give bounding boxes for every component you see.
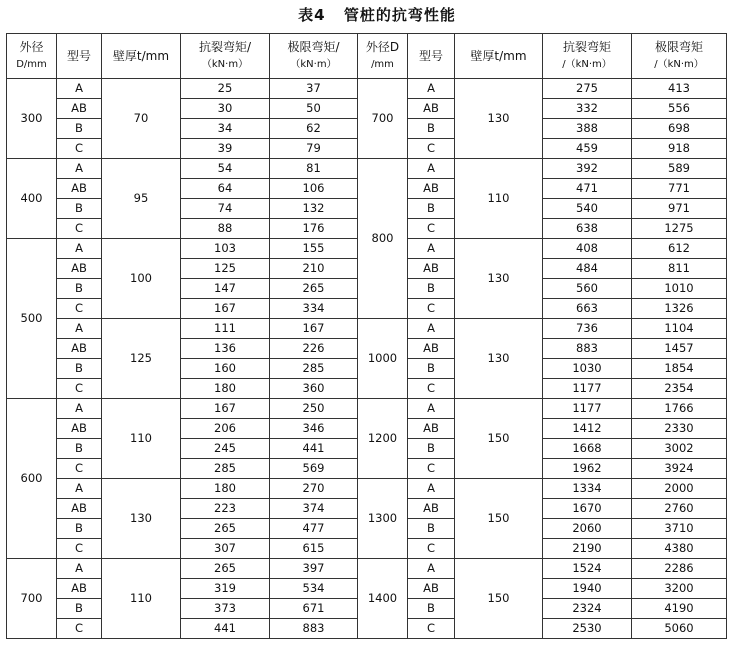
right-type-cell: B xyxy=(408,439,455,459)
left-wall-thickness-cell: 100 xyxy=(102,239,181,319)
left-outer-diameter-cell: 300 xyxy=(7,79,57,159)
right-outer-diameter-cell: 1400 xyxy=(358,559,408,639)
table-row xyxy=(7,399,727,419)
left-type-cell: A xyxy=(57,479,102,499)
right-crack-moment-cell: 332 xyxy=(543,99,632,119)
left-type-cell: B xyxy=(57,199,102,219)
left-crack-moment-cell: 167 xyxy=(181,399,270,419)
right-type-cell: AB xyxy=(408,499,455,519)
left-type-cell: B xyxy=(57,439,102,459)
table-row xyxy=(7,559,727,579)
header-ultimate-moment: 极限弯矩/ （kN·m） xyxy=(270,34,358,79)
left-crack-moment-cell: 285 xyxy=(181,459,270,479)
left-crack-moment-cell: 34 xyxy=(181,119,270,139)
right-outer-diameter-cell: 1300 xyxy=(358,479,408,559)
left-ultimate-moment-cell: 250 xyxy=(270,399,358,419)
left-wall-thickness-cell: 110 xyxy=(102,399,181,479)
right-outer-diameter-cell: 1200 xyxy=(358,399,408,479)
left-wall-thickness-cell: 125 xyxy=(102,319,181,399)
right-ultimate-moment-cell: 4190 xyxy=(632,599,727,619)
right-ultimate-moment-cell: 698 xyxy=(632,119,727,139)
right-outer-diameter-cell: 800 xyxy=(358,159,408,319)
left-type-cell: B xyxy=(57,119,102,139)
right-type-cell: C xyxy=(408,219,455,239)
right-type-cell: C xyxy=(408,139,455,159)
right-ultimate-moment-cell: 3924 xyxy=(632,459,727,479)
left-crack-moment-cell: 223 xyxy=(181,499,270,519)
left-crack-moment-cell: 30 xyxy=(181,99,270,119)
left-ultimate-moment-cell: 167 xyxy=(270,319,358,339)
left-type-cell: AB xyxy=(57,339,102,359)
left-wall-thickness-cell: 130 xyxy=(102,479,181,559)
right-crack-moment-cell: 540 xyxy=(543,199,632,219)
left-crack-moment-cell: 25 xyxy=(181,79,270,99)
table-caption: 管桩的抗弯性能 xyxy=(343,6,456,24)
right-ultimate-moment-cell: 5060 xyxy=(632,619,727,639)
table-row xyxy=(7,319,727,339)
left-crack-moment-cell: 265 xyxy=(181,559,270,579)
left-wall-thickness-cell: 70 xyxy=(102,79,181,159)
left-crack-moment-cell: 125 xyxy=(181,259,270,279)
left-crack-moment-cell: 180 xyxy=(181,379,270,399)
left-crack-moment-cell: 88 xyxy=(181,219,270,239)
header-ultimate-moment-right: 极限弯矩 /（kN·m） xyxy=(632,34,727,79)
right-ultimate-moment-cell: 612 xyxy=(632,239,727,259)
right-wall-thickness-cell: 150 xyxy=(455,399,543,479)
left-outer-diameter-cell: 600 xyxy=(7,399,57,559)
left-type-cell: AB xyxy=(57,259,102,279)
left-ultimate-moment-cell: 569 xyxy=(270,459,358,479)
table-row xyxy=(7,79,727,99)
right-crack-moment-cell: 736 xyxy=(543,319,632,339)
right-type-cell: A xyxy=(408,319,455,339)
right-ultimate-moment-cell: 918 xyxy=(632,139,727,159)
left-type-cell: AB xyxy=(57,499,102,519)
right-ultimate-moment-cell: 556 xyxy=(632,99,727,119)
right-type-cell: C xyxy=(408,539,455,559)
right-wall-thickness-cell: 110 xyxy=(455,159,543,239)
right-type-cell: AB xyxy=(408,259,455,279)
right-type-cell: B xyxy=(408,359,455,379)
left-ultimate-moment-cell: 346 xyxy=(270,419,358,439)
left-crack-moment-cell: 319 xyxy=(181,579,270,599)
left-outer-diameter-cell: 500 xyxy=(7,239,57,399)
left-ultimate-moment-cell: 441 xyxy=(270,439,358,459)
right-wall-thickness-cell: 130 xyxy=(455,79,543,159)
left-crack-moment-cell: 307 xyxy=(181,539,270,559)
right-crack-moment-cell: 392 xyxy=(543,159,632,179)
left-crack-moment-cell: 147 xyxy=(181,279,270,299)
right-type-cell: AB xyxy=(408,99,455,119)
right-crack-moment-cell: 408 xyxy=(543,239,632,259)
right-crack-moment-cell: 2190 xyxy=(543,539,632,559)
left-type-cell: A xyxy=(57,399,102,419)
right-ultimate-moment-cell: 413 xyxy=(632,79,727,99)
left-crack-moment-cell: 111 xyxy=(181,319,270,339)
left-ultimate-moment-cell: 132 xyxy=(270,199,358,219)
left-crack-moment-cell: 54 xyxy=(181,159,270,179)
right-crack-moment-cell: 883 xyxy=(543,339,632,359)
right-ultimate-moment-cell: 1010 xyxy=(632,279,727,299)
right-wall-thickness-cell: 130 xyxy=(455,239,543,319)
right-type-cell: C xyxy=(408,299,455,319)
left-outer-diameter-cell: 400 xyxy=(7,159,57,239)
right-ultimate-moment-cell: 1104 xyxy=(632,319,727,339)
right-outer-diameter-cell: 1000 xyxy=(358,319,408,399)
left-ultimate-moment-cell: 285 xyxy=(270,359,358,379)
left-type-cell: B xyxy=(57,279,102,299)
right-type-cell: A xyxy=(408,239,455,259)
right-ultimate-moment-cell: 2760 xyxy=(632,499,727,519)
left-ultimate-moment-cell: 374 xyxy=(270,499,358,519)
right-ultimate-moment-cell: 1457 xyxy=(632,339,727,359)
right-outer-diameter-cell: 700 xyxy=(358,79,408,159)
left-type-cell: AB xyxy=(57,99,102,119)
left-type-cell: B xyxy=(57,359,102,379)
right-type-cell: AB xyxy=(408,419,455,439)
left-type-cell: A xyxy=(57,319,102,339)
left-crack-moment-cell: 265 xyxy=(181,519,270,539)
left-ultimate-moment-cell: 883 xyxy=(270,619,358,639)
right-ultimate-moment-cell: 2354 xyxy=(632,379,727,399)
left-type-cell: B xyxy=(57,599,102,619)
left-crack-moment-cell: 160 xyxy=(181,359,270,379)
right-crack-moment-cell: 1962 xyxy=(543,459,632,479)
header-outer-diameter-right: 外径D /mm xyxy=(358,34,408,79)
left-wall-thickness-cell: 95 xyxy=(102,159,181,239)
left-outer-diameter-cell: 700 xyxy=(7,559,57,639)
left-crack-moment-cell: 206 xyxy=(181,419,270,439)
left-ultimate-moment-cell: 226 xyxy=(270,339,358,359)
right-type-cell: C xyxy=(408,379,455,399)
left-ultimate-moment-cell: 62 xyxy=(270,119,358,139)
right-crack-moment-cell: 459 xyxy=(543,139,632,159)
right-crack-moment-cell: 1524 xyxy=(543,559,632,579)
left-type-cell: A xyxy=(57,159,102,179)
left-type-cell: C xyxy=(57,299,102,319)
left-type-cell: A xyxy=(57,559,102,579)
left-ultimate-moment-cell: 534 xyxy=(270,579,358,599)
left-ultimate-moment-cell: 671 xyxy=(270,599,358,619)
left-crack-moment-cell: 64 xyxy=(181,179,270,199)
header-crack-moment-right: 抗裂弯矩 /（kN·m） xyxy=(543,34,632,79)
right-type-cell: B xyxy=(408,599,455,619)
right-crack-moment-cell: 560 xyxy=(543,279,632,299)
left-ultimate-moment-cell: 106 xyxy=(270,179,358,199)
right-ultimate-moment-cell: 589 xyxy=(632,159,727,179)
left-wall-thickness-cell: 110 xyxy=(102,559,181,639)
right-crack-moment-cell: 2060 xyxy=(543,519,632,539)
left-crack-moment-cell: 74 xyxy=(181,199,270,219)
header-wall-thickness: 壁厚t/mm xyxy=(102,34,181,79)
table-title xyxy=(0,4,754,25)
right-type-cell: A xyxy=(408,79,455,99)
table-row xyxy=(7,479,727,499)
right-ultimate-moment-cell: 4380 xyxy=(632,539,727,559)
right-crack-moment-cell: 275 xyxy=(543,79,632,99)
right-crack-moment-cell: 1177 xyxy=(543,399,632,419)
header-wall-thickness-right: 壁厚t/mm xyxy=(455,34,543,79)
header-row xyxy=(7,34,727,79)
left-crack-moment-cell: 103 xyxy=(181,239,270,259)
left-ultimate-moment-cell: 615 xyxy=(270,539,358,559)
left-type-cell: C xyxy=(57,379,102,399)
right-type-cell: A xyxy=(408,479,455,499)
right-ultimate-moment-cell: 1326 xyxy=(632,299,727,319)
left-ultimate-moment-cell: 477 xyxy=(270,519,358,539)
right-crack-moment-cell: 638 xyxy=(543,219,632,239)
right-ultimate-moment-cell: 771 xyxy=(632,179,727,199)
right-ultimate-moment-cell: 1275 xyxy=(632,219,727,239)
right-wall-thickness-cell: 130 xyxy=(455,319,543,399)
left-type-cell: AB xyxy=(57,579,102,599)
left-crack-moment-cell: 373 xyxy=(181,599,270,619)
left-type-cell: B xyxy=(57,519,102,539)
left-type-cell: C xyxy=(57,539,102,559)
right-ultimate-moment-cell: 3002 xyxy=(632,439,727,459)
right-ultimate-moment-cell: 1766 xyxy=(632,399,727,419)
left-ultimate-moment-cell: 270 xyxy=(270,479,358,499)
right-type-cell: A xyxy=(408,559,455,579)
right-type-cell: AB xyxy=(408,579,455,599)
right-wall-thickness-cell: 150 xyxy=(455,479,543,559)
right-crack-moment-cell: 1177 xyxy=(543,379,632,399)
right-crack-moment-cell: 1412 xyxy=(543,419,632,439)
left-crack-moment-cell: 180 xyxy=(181,479,270,499)
pile-bending-table xyxy=(6,33,727,639)
right-type-cell: B xyxy=(408,519,455,539)
left-ultimate-moment-cell: 334 xyxy=(270,299,358,319)
right-type-cell: B xyxy=(408,199,455,219)
left-ultimate-moment-cell: 37 xyxy=(270,79,358,99)
right-ultimate-moment-cell: 811 xyxy=(632,259,727,279)
right-ultimate-moment-cell: 2286 xyxy=(632,559,727,579)
right-crack-moment-cell: 471 xyxy=(543,179,632,199)
right-crack-moment-cell: 1030 xyxy=(543,359,632,379)
header-type-right: 型号 xyxy=(408,34,455,79)
right-wall-thickness-cell: 150 xyxy=(455,559,543,639)
right-type-cell: B xyxy=(408,279,455,299)
left-crack-moment-cell: 136 xyxy=(181,339,270,359)
right-ultimate-moment-cell: 2330 xyxy=(632,419,727,439)
left-crack-moment-cell: 39 xyxy=(181,139,270,159)
header-outer-diameter: 外径 D/mm xyxy=(7,34,57,79)
left-type-cell: A xyxy=(57,79,102,99)
left-crack-moment-cell: 245 xyxy=(181,439,270,459)
left-type-cell: C xyxy=(57,139,102,159)
right-crack-moment-cell: 484 xyxy=(543,259,632,279)
left-crack-moment-cell: 167 xyxy=(181,299,270,319)
right-type-cell: A xyxy=(408,159,455,179)
table-number: 表4 xyxy=(298,6,326,24)
right-type-cell: B xyxy=(408,119,455,139)
right-crack-moment-cell: 1940 xyxy=(543,579,632,599)
right-crack-moment-cell: 1334 xyxy=(543,479,632,499)
left-type-cell: AB xyxy=(57,179,102,199)
right-ultimate-moment-cell: 971 xyxy=(632,199,727,219)
left-type-cell: C xyxy=(57,219,102,239)
right-ultimate-moment-cell: 3200 xyxy=(632,579,727,599)
left-ultimate-moment-cell: 265 xyxy=(270,279,358,299)
right-type-cell: A xyxy=(408,399,455,419)
right-type-cell: AB xyxy=(408,179,455,199)
right-type-cell: C xyxy=(408,459,455,479)
right-crack-moment-cell: 1668 xyxy=(543,439,632,459)
left-type-cell: C xyxy=(57,619,102,639)
right-type-cell: AB xyxy=(408,339,455,359)
right-ultimate-moment-cell: 3710 xyxy=(632,519,727,539)
header-crack-moment: 抗裂弯矩/ （kN·m） xyxy=(181,34,270,79)
right-ultimate-moment-cell: 1854 xyxy=(632,359,727,379)
left-crack-moment-cell: 441 xyxy=(181,619,270,639)
left-ultimate-moment-cell: 81 xyxy=(270,159,358,179)
header-type: 型号 xyxy=(57,34,102,79)
left-type-cell: A xyxy=(57,239,102,259)
right-crack-moment-cell: 1670 xyxy=(543,499,632,519)
right-crack-moment-cell: 388 xyxy=(543,119,632,139)
left-ultimate-moment-cell: 176 xyxy=(270,219,358,239)
right-type-cell: C xyxy=(408,619,455,639)
left-ultimate-moment-cell: 155 xyxy=(270,239,358,259)
right-crack-moment-cell: 663 xyxy=(543,299,632,319)
left-ultimate-moment-cell: 50 xyxy=(270,99,358,119)
table-row xyxy=(7,159,727,179)
left-ultimate-moment-cell: 210 xyxy=(270,259,358,279)
left-ultimate-moment-cell: 79 xyxy=(270,139,358,159)
right-crack-moment-cell: 2530 xyxy=(543,619,632,639)
left-ultimate-moment-cell: 360 xyxy=(270,379,358,399)
right-crack-moment-cell: 2324 xyxy=(543,599,632,619)
left-ultimate-moment-cell: 397 xyxy=(270,559,358,579)
left-type-cell: C xyxy=(57,459,102,479)
right-ultimate-moment-cell: 2000 xyxy=(632,479,727,499)
left-type-cell: AB xyxy=(57,419,102,439)
